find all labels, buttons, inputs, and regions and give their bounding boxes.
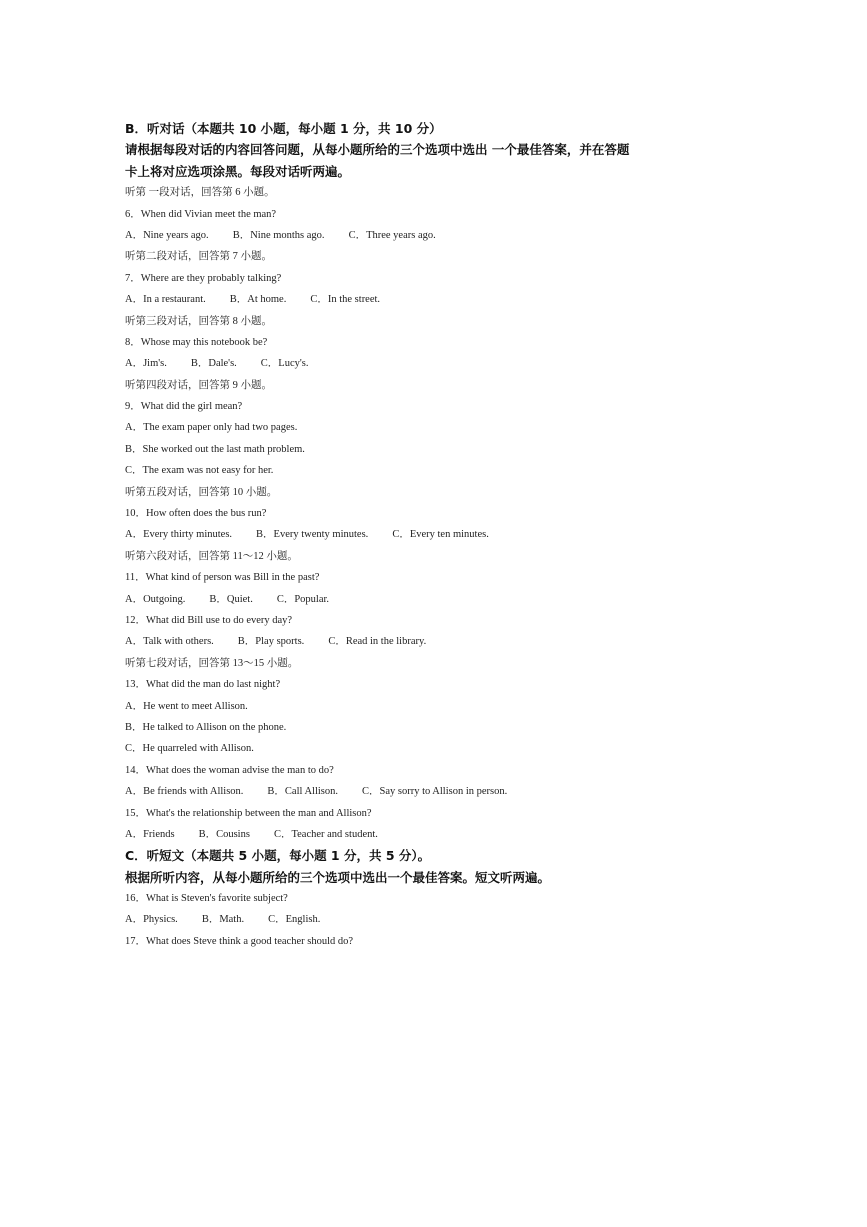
section-instructions: 根据所听内容，从每小题所给的三个选项中选出一个最佳答案。短文听两遍。 [125, 869, 551, 885]
section-instructions: 卡上将对应选项涂黑。每段对话听两遍。 [125, 163, 351, 179]
answer-option: A．In a restaurant. [125, 294, 206, 306]
listening-note: 听第三段对话，回答第 8 小题。 [125, 315, 272, 327]
options-row [125, 589, 745, 610]
question: 6．When did Vivian meet the man? [125, 208, 277, 220]
question: 17．What does Steve think a good teacher should do? [125, 935, 354, 947]
answer-option: C．He quarreled with Allison. [125, 743, 254, 755]
answer-option: C．The exam was not easy for her. [125, 465, 274, 477]
answer-option: B．She worked out the last math problem. [125, 443, 305, 455]
answer-option: A．Nine years ago. [125, 229, 209, 241]
answer-option: C．Read in the library. [328, 636, 427, 648]
options-row [125, 524, 745, 545]
answer-option: B．Nine months ago. [232, 229, 325, 241]
answer-option: C．Teacher and student. [273, 828, 378, 840]
answer-option: B．Quiet. [209, 593, 253, 605]
listening-note: 听第四段对话，回答第 9 小题。 [125, 379, 272, 391]
section-c [125, 845, 745, 952]
options-row [125, 631, 745, 652]
answer-option: B．Math. [201, 914, 245, 926]
section-heading: C．听短文（本题共 5 小题，每小题 1 分，共 5 分）。 [125, 848, 431, 864]
question: 13．What did the man do last night? [125, 679, 281, 691]
listening-note: 听第二段对话，回答第 7 小题。 [125, 251, 272, 263]
answer-option: C．Every ten minutes. [392, 529, 489, 541]
section-instructions: 请根据每段对话的内容回答问题，从每小题所给的三个选项中选出 一个最佳答案，并在答题 [125, 142, 630, 158]
answer-option: A．Jim's. [125, 358, 167, 370]
answer-option: B．Dale's. [190, 358, 237, 370]
answer-option: C．Three years ago. [348, 229, 436, 241]
section-heading: B．听对话（本题共 10 小题，每小题 1 分，共 10 分） [125, 121, 442, 136]
question: 7．Where are they probably talking? [125, 272, 282, 284]
options-row [125, 289, 745, 310]
answer-option: B．Call Allison. [267, 786, 339, 798]
answer-option: C．Say sorry to Allison in person. [362, 786, 508, 798]
answer-option: B．Every twenty minutes. [256, 529, 369, 541]
answer-option: C．English. [268, 914, 321, 926]
question: 14．What does the woman advise the man to do? [125, 764, 334, 776]
options-row [125, 353, 745, 374]
listening-note: 听第七段对话，回答第 13～15 小题。 [125, 657, 299, 669]
question: 12．What did Bill use to do every day? [125, 614, 293, 626]
answer-option: A．The exam paper only had two pages. [125, 422, 298, 434]
options-row [125, 909, 745, 930]
answer-option: C．In the street. [310, 294, 381, 306]
answer-option: C．Lucy's. [260, 358, 309, 370]
listening-note: 听第 一段对话，回答第 6 小题。 [125, 187, 275, 199]
question: 9．What did the girl mean? [125, 401, 243, 413]
question: 8．Whose may this notebook be? [125, 336, 268, 348]
answer-option: A．Physics. [125, 914, 178, 926]
listening-note: 听第五段对话，回答第 10 小题。 [125, 486, 278, 498]
question: 15．What's the relationship between the man and Allison? [125, 807, 372, 819]
answer-option: B．He talked to Allison on the phone. [125, 721, 287, 733]
answer-option: A．Be friends with Allison. [125, 786, 244, 798]
question: 11．What kind of person was Bill in the past? [125, 572, 320, 584]
exam-page [125, 118, 745, 952]
answer-option: A．Friends [125, 828, 175, 840]
answer-option: B．Play sports. [237, 636, 305, 648]
question: 10．How often does the bus run? [125, 508, 267, 520]
answer-option: B．Cousins [198, 828, 250, 840]
options-row [125, 225, 745, 246]
answer-option: C．Popular. [276, 593, 330, 605]
section-b [125, 118, 745, 845]
answer-option: A．Outgoing. [125, 593, 186, 605]
listening-note: 听第六段对话，回答第 11～12 小题。 [125, 550, 298, 562]
answer-option: B．At home. [229, 294, 287, 306]
options-row [125, 824, 745, 845]
question: 16．What is Steven's favorite subject? [125, 893, 288, 905]
answer-option: A．Every thirty minutes. [125, 529, 233, 541]
options-row [125, 781, 745, 802]
answer-option: A．Talk with others. [125, 636, 214, 648]
answer-option: A．He went to meet Allison. [125, 700, 248, 712]
